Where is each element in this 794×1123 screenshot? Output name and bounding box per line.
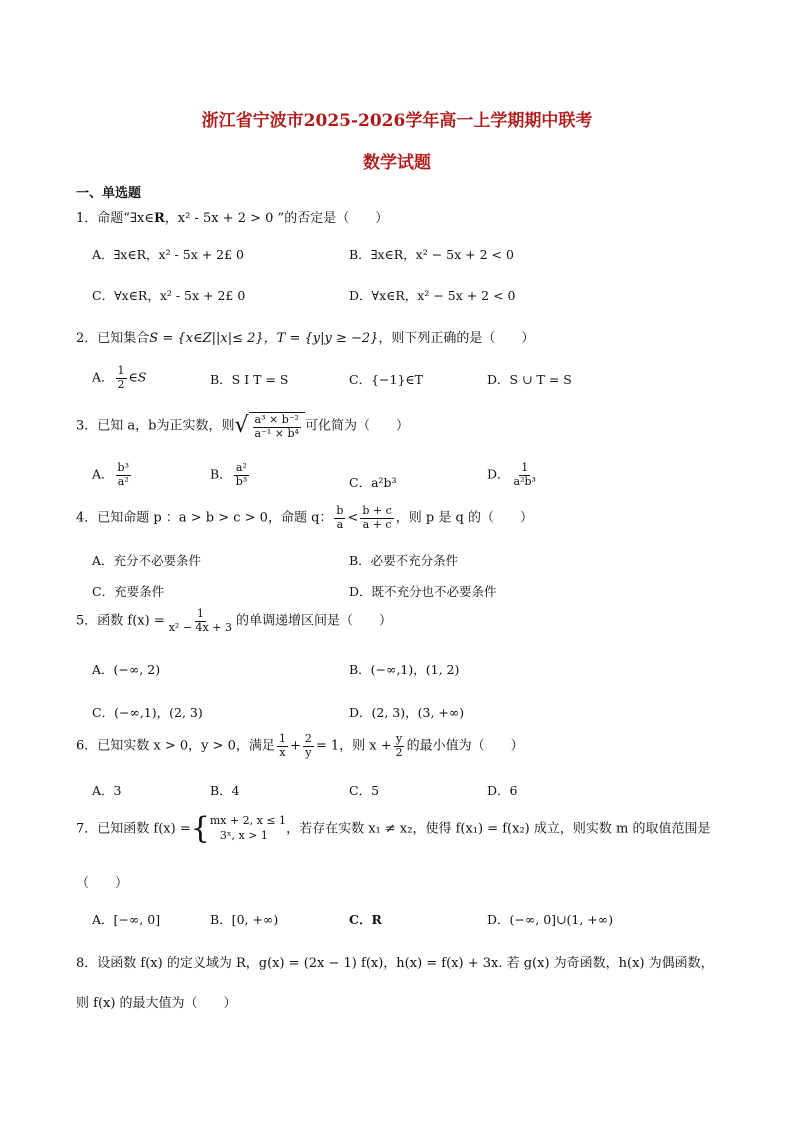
question-8-line-1: 8．设函数 f(x) 的定义域为 R，g(x) = (2x − 1) f(x)，h(x) = f(x) + 3x. 若 g(x) 为奇函数，h(x) 为偶函数， — [76, 956, 714, 971]
question-3-option-a — [92, 462, 133, 488]
fraction-denominator: 2 — [117, 377, 125, 391]
question-7-post: ，若存在实数 x₁ ≠ x₂，使得 f(x₁) = f(x₂) 成立，则实数 m 的取值范围是 — [286, 821, 711, 837]
question-5-pre: 5．函数 f(x) = — [76, 613, 165, 629]
question-7-pre: 7．已知函数 f(x) = — [76, 821, 191, 837]
square-root — [234, 412, 304, 440]
fraction-numerator: b³ — [117, 461, 129, 474]
fraction-denominator: a⁻¹ × b⁴ — [254, 426, 299, 440]
question-6-option-d: D．6 — [487, 783, 518, 798]
fraction-numerator: 1 — [196, 607, 204, 620]
fraction-denominator: a²b³ — [513, 474, 536, 488]
fraction-denominator: b³ — [235, 474, 248, 488]
question-2-option-b: B．S I T = S — [210, 372, 289, 387]
question-4-pre: 4．已知命题 p ：a > b > c > 0，命题 q： — [76, 510, 333, 526]
question-7-answer-paren: （ ） — [76, 876, 129, 891]
question-7 — [76, 811, 711, 846]
question-3-radicand — [253, 414, 301, 440]
fraction-denominator: a² — [117, 474, 129, 488]
question-5-option-d: D．(2, 3)，(3, +∞) — [349, 705, 465, 720]
question-6 — [76, 733, 524, 759]
question-7-option-c: C．R — [349, 912, 382, 927]
section-heading: 一、单选题 — [76, 186, 142, 201]
question-4 — [76, 505, 533, 531]
option-label: D． — [487, 466, 510, 482]
question-3-option-c: C．a²b³ — [349, 475, 397, 490]
question-4-option-b: B．必要不充分条件 — [349, 553, 459, 568]
fraction-denominator: a + c — [362, 517, 392, 531]
question-5 — [76, 608, 392, 634]
question-1-option-a: A．∃x∈R，x² - 5x + 2£ 0 — [92, 247, 245, 262]
fraction-denominator: x² − 4x + 3 — [168, 620, 232, 634]
question-2-option-d: D．S ∪ T = S — [487, 372, 572, 387]
piecewise-case-1: mx + 2, x ≤ 1 — [209, 814, 287, 828]
question-2-post: ，则下列正确的是（ ） — [378, 331, 535, 346]
fraction-numerator: 2 — [304, 732, 312, 745]
question-4-option-a: A．充分不必要条件 — [92, 553, 202, 568]
question-1-stem-post: ，x² - 5x + 2 > 0 ”的否定是（ ） — [164, 211, 389, 226]
question-3-option-d-fraction — [512, 462, 538, 488]
question-6-option-b: B．4 — [210, 783, 240, 798]
question-1-option-d: D．∀x∈R，x² − 5x + 2 < 0 — [349, 288, 516, 303]
question-6-post: 的最小值为（ ） — [406, 738, 524, 754]
radical-sign-icon: √ — [234, 413, 249, 439]
question-4-option-c: C．充要条件 — [92, 584, 165, 599]
fraction-numerator: a² — [235, 461, 247, 474]
question-4-fraction-2 — [360, 505, 393, 531]
question-2-pre: 2．已知集合 — [76, 331, 150, 346]
question-5-fraction — [167, 608, 234, 634]
question-6-option-a: A．3 — [92, 783, 122, 798]
question-6-mid: = 1，则 x + — [315, 738, 392, 754]
question-3-option-b — [210, 462, 251, 488]
question-4-fraction-1 — [334, 505, 345, 531]
question-6-fraction-1 — [277, 733, 288, 759]
fraction-numerator: 1 — [521, 461, 529, 474]
question-5-option-b: B．(−∞,1)，(1, 2) — [349, 662, 460, 677]
question-6-fraction-3 — [394, 733, 405, 759]
question-3-post: 可化简为（ ） — [304, 418, 409, 434]
option-label: B． — [210, 466, 232, 482]
fraction-denominator: 2 — [395, 745, 403, 759]
question-5-option-c: C．(−∞,1)，(2, 3) — [92, 705, 203, 720]
piecewise-function — [190, 811, 287, 846]
question-2-option-a-rest: ∈S — [128, 369, 147, 385]
question-4-lt: < — [347, 510, 359, 526]
fraction-numerator: 1 — [278, 732, 286, 745]
question-5-option-a: A．(−∞, 2) — [92, 662, 161, 677]
question-1-option-b: B．∃x∈R，x² − 5x + 2 < 0 — [349, 247, 514, 262]
question-2-option-a-fraction — [116, 365, 127, 391]
question-4-option-d: D．既不充分也不必要条件 — [349, 584, 497, 599]
question-7-option-d: D．(−∞, 0]∪(1, +∞) — [487, 912, 614, 927]
question-1 — [76, 207, 388, 226]
question-3 — [76, 412, 409, 440]
question-2-option-a-label: A． — [92, 369, 114, 385]
fraction-denominator: a — [336, 517, 344, 531]
question-4-post: ，则 p 是 q 的（ ） — [395, 510, 533, 526]
question-1-option-c: C．∀x∈R，x² - 5x + 2£ 0 — [92, 288, 246, 303]
question-6-fraction-2 — [303, 733, 314, 759]
option-label: A． — [92, 466, 114, 482]
question-3-option-a-fraction — [116, 462, 131, 488]
fraction-numerator: b + c — [362, 504, 392, 517]
document-subtitle: 数学试题 — [363, 153, 431, 173]
question-1-stem-pre: 1．命题“∃x∈ — [76, 211, 154, 226]
question-2 — [76, 327, 534, 346]
fraction-denominator: y — [305, 745, 312, 759]
question-2-option-a — [92, 365, 146, 391]
question-5-post: 的单调递增区间是（ ） — [235, 613, 392, 629]
question-6-plus: + — [289, 738, 301, 754]
question-3-pre: 3．已知 a，b为正实数，则 — [76, 418, 235, 434]
question-7-option-b: B．[0, +∞) — [210, 912, 279, 927]
question-7-option-a: A．[−∞, 0] — [92, 912, 161, 927]
question-1-real-set: R — [153, 211, 165, 226]
question-2-set-s: S = {x∈Z||x|≤ 2} — [149, 331, 264, 346]
fraction-denominator: x — [279, 745, 286, 759]
question-2-set-t: ，T = {y|y ≥ −2} — [263, 331, 379, 346]
fraction-numerator: b — [336, 504, 344, 517]
question-6-option-c: C．5 — [349, 783, 380, 798]
fraction-numerator: 1 — [117, 364, 125, 377]
question-3-option-d — [487, 462, 540, 488]
piecewise-case-2: 3ˣ, x > 1 — [219, 829, 268, 842]
question-8-line-2: 则 f(x) 的最大值为（ ） — [76, 996, 237, 1011]
fraction-numerator: y — [396, 732, 403, 745]
fraction-numerator: a³ × b⁻² — [254, 413, 299, 426]
document-title: 浙江省宁波市2025-2026学年高一上学期期中联考 — [201, 111, 593, 131]
question-2-option-c: C．{−1}∈T — [349, 372, 423, 387]
question-3-option-b-fraction — [234, 462, 249, 488]
left-brace-icon: { — [190, 811, 210, 846]
question-6-pre: 6．已知实数 x > 0，y > 0，满足 — [76, 738, 275, 754]
